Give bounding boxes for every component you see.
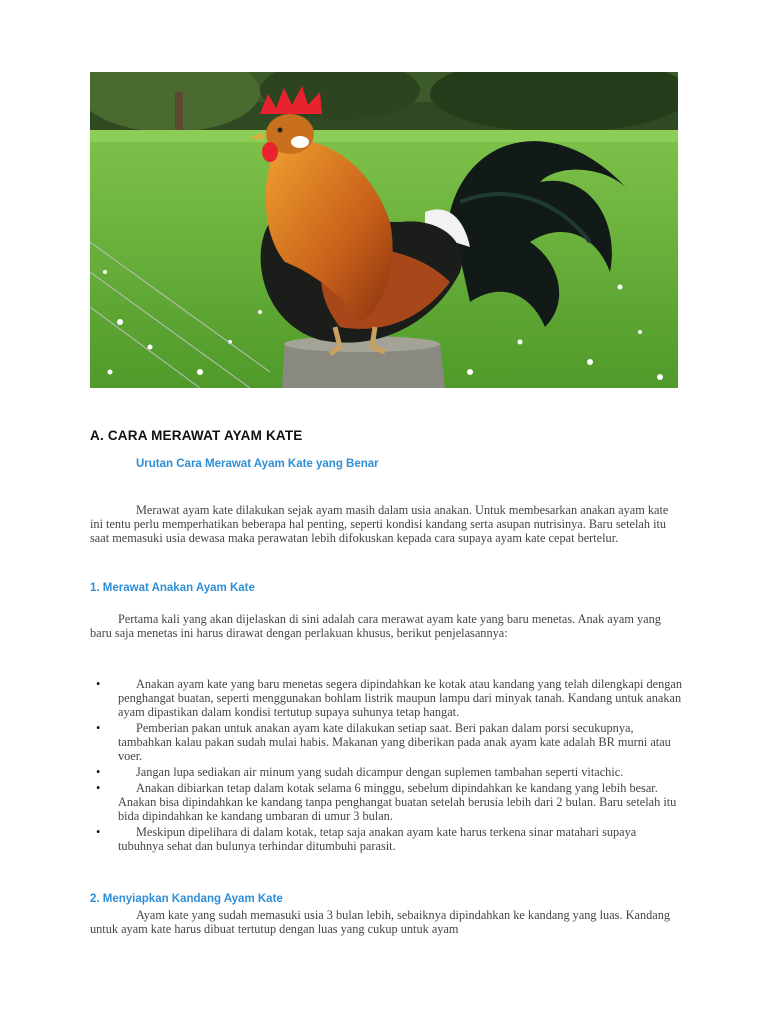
main-heading: A. CARA MERAWAT AYAM KATE [90, 428, 303, 443]
section-1-title: 1. Merawat Anakan Ayam Kate [90, 582, 255, 594]
bullet-icon: • [96, 781, 101, 795]
list-item: • Pemberian pakan untuk anakan ayam kate dilakukan setiap saat. Beri pakan dalam porsi secukupnya, tambahkan kalau pakan sudah mulai habis. Makanan yang diberikan pada anak ayam kate adalah BR murni atau voer. [96, 721, 671, 763]
bullet-icon: • [96, 825, 101, 839]
intro-paragraph: Merawat ayam kate dilakukan sejak ayam masih dalam usia anakan. Untuk membesarkan anakan ayam kate ini tentu perlu memperhatikan beberapa hal penting, seperti kondisi kandang serta asupan nutrisinya. Baru setelah itu saat memasuki usia dewasa maka perawatan lebih difokuskan kepada cara supaya ayam kate cepat bertelur. [90, 503, 669, 545]
bullet-icon: • [96, 677, 101, 691]
section-2-title: 2. Menyiapkan Kandang Ayam Kate [90, 893, 283, 905]
bullet-icon: • [96, 765, 101, 779]
section-1-paragraph: Pertama kali yang akan dijelaskan di sini adalah cara merawat ayam kate yang baru menetas. Anak ayam yang baru saja menetas ini harus dirawat dengan perlakuan khusus, berikut penjelasannya: [90, 612, 661, 640]
bullet-icon: • [96, 721, 101, 735]
rooster-photo [90, 72, 678, 388]
list-item: • Jangan lupa sediakan air minum yang sudah dicampur dengan suplemen tambahan seperti vitachic. [96, 765, 624, 779]
subheading: Urutan Cara Merawat Ayam Kate yang Benar [136, 458, 379, 470]
list-item: • Meskipun dipelihara di dalam kotak, tetap saja anakan ayam kate harus terkena sinar matahari supaya tubuhnya sehat dan bulunya terhindar ditumbuhi parasit. [96, 825, 637, 853]
section-2-paragraph: Ayam kate yang sudah memasuki usia 3 bulan lebih, sebaiknya dipindahkan ke kandang yang luas. Kandang untuk ayam kate harus dibuat tertutup dengan luas yang cukup untuk ayam [90, 908, 670, 936]
list-item: • Anakan ayam kate yang baru menetas segera dipindahkan ke kotak atau kandang yang telah dilengkapi dengan penghangat buatan, seperti menggunakan bohlam listrik maupun lampu dari minyak tanah. Kandang untuk anakan ayam dipastikan dalam kondisi tertutup supaya suhunya tetap hangat. [96, 677, 682, 719]
care-bullet-list [90, 677, 682, 855]
list-item: • Anakan dibiarkan tetap dalam kotak selama 6 minggu, sebelum dipindahkan ke kandang yang lebih besar. Anakan bisa dipindahkan ke kandang tanpa penghangat buatan setelah berusia lebih dari 2 bulan. Baru setelah itu bida dipindahkan ke kandang umbaran di umur 3 bulan. [96, 781, 677, 823]
